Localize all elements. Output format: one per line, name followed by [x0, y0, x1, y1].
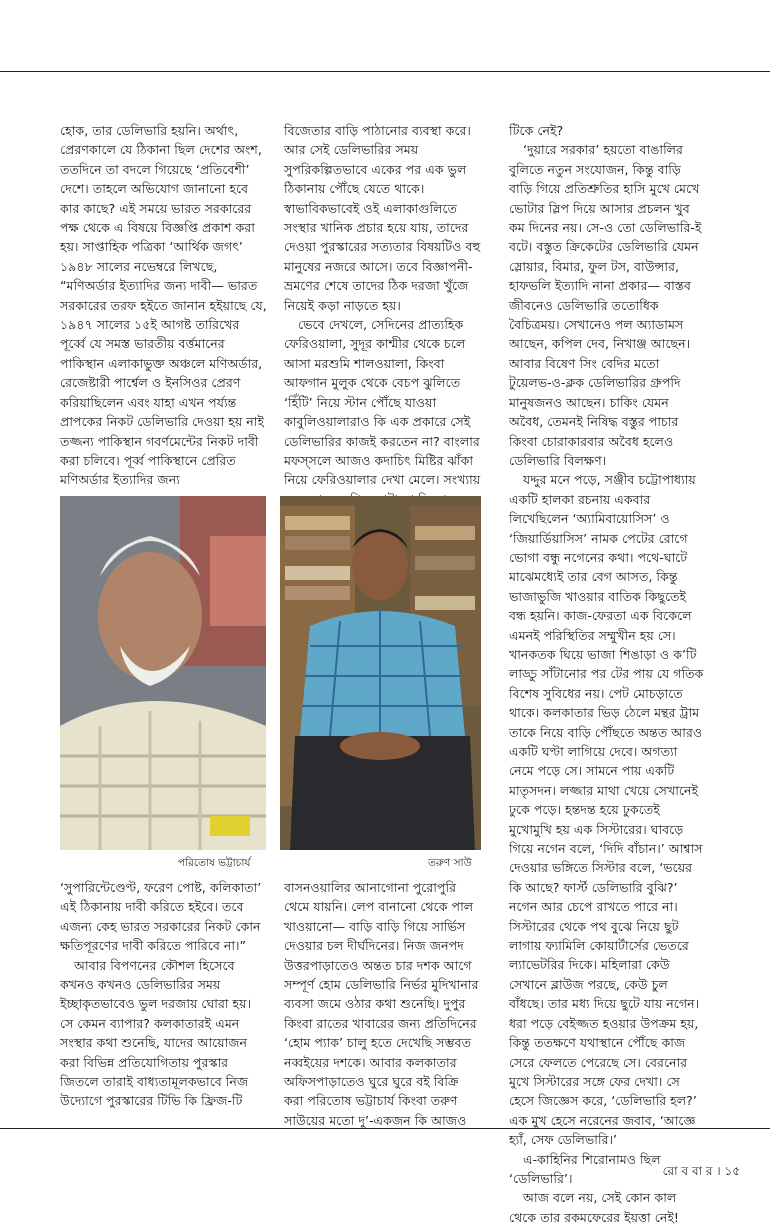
paragraph: বাসনওয়ালির আনাগোনা পুরোপুরি থেমে যায়নি। লেপ বানানো থেকে পাল খাওয়ানো— বাড়ি বাড়ি গিয়ে সার্ভিস দেওয়ার চল দীর্ঘদিনের। নিজ জনপদ উত্তরপাড়াতেও অন্তত চার দশক আগে সম্পূর্ণ হোম ডেলিভারি নির্ভর মুদিখানার ব্যবসা জমে ওঠার কথা শুনেছি। দুপুর কিংবা রাতের খাবারের জন্য প্রতিদিনের ‘হোম প্যাক’ চালু হতে দেখেছি সম্ভবত নব্বইয়ের দশকে। আবার কলকাতার অফিসপাড়াতেও ঘুরে ঘুরে বই বিক্রি করা পরিতোষ ভট্টাচার্য কিংবা তরুণ সাউয়ের মতো দু’-একজন কি আজও: [284, 880, 479, 1128]
paragraph: ভেবে দেখলে, সেদিনের প্রাত্যহিক ফেরিওয়ালা, সুদূর কাশ্মীর থেকে চলে আসা মরশুমি শালওয়ালা, কিংবা আফগান মুলুক থেকে বেচপ ঝুলিতে ‘হিঁটি’ নিয়ে স্টান পৌঁছে যাওয়া কাবুলিওয়ালারাও কি এক প্রকারে সেই ডেলিভারির কাজই করতেন না? বাংলার মফস্সলে আজও কদাচিৎ মিষ্টির ঝাঁকা নিয়ে ফেরিওয়ালার দেখা মেলে। সংখ্যায়: [284, 317, 481, 488]
paragraph: ‘দুয়ারে সরকার’ হয়তো বাঙালির বুলিতে নতুন সংযোজন, কিন্তু বাড়ি বাড়ি গিয়ে প্রতিশ্রুতির হাসি মুখে মেখে ভোটার স্লিপ দিয়ে আসার প্রচলন খুব কম দিনের নয়। সে-ও তো ডেলিভারি-ই বটে। বস্তুত ক্রিকেটের ডেলিভারি যেমন স্লোয়ার, বিমার, ফুল টস, বাউন্সার, হাফভলি ইত্যাদি নানা প্রকার— বাস্তব জীবনেও ডেলিভারি ততোধিক বৈচিত্রময়। সেখানেও পল অ্যাডামস আছেন, কপিল দেব, নিখাঞ্জ আছেন। আবার বিষেণ সিং বেদির মতো টুয়েলভ-ও-ক্লক ডেলিভারির গ্রুপদি মানুষজনও আছেন। চাকিং যেমন অবৈধ, তেমনই নিষিদ্ধ বস্তুর পাচার কিংবা চোরাকারবার অবৈধ হলেও ডেলিভারি বিলক্ষণ।: [509, 142, 702, 468]
paragraph: ‘সুপারিন্টেণ্ডেণ্ট, ফরেণ পোষ্ট, কলিকাতা’ এই ঠিকানায় দাবী করিতে হইবে। তবে এজন্য কেহ ভারত সরকারের নিকট কোন ক্ষতিপূরণের দাবী করিতে পারিবে না।”: [60, 880, 262, 954]
paragraph: এ-কাহিনির শিরোনামও ছিল ‘ডেলিভারি’।: [509, 1151, 661, 1186]
paragraph: আজ বলে নয়, সেই কোন কাল থেকে তার রকমফেরের ইয়ত্তা নেই!: [509, 1190, 679, 1225]
paragraph: বিজেতার বাড়ি পাঠানোর ব্যবস্থা করে। আর সেই ডেলিভারির সময় সুপরিকল্পিতভাবে একের পর এক ভুল ঠিকানায় পৌঁছে যেতে থাকে। স্বাভাবিকভাবেই ওই এলাকাগুলিতে সংস্থার খানিক প্রচার হয়ে যায়, তাদের দেওয়া পুরস্কারের সত্যতার বিষয়টিও বহু মানুষের নজরে আসে। তবে বিজ্ঞাপনী-ভ্রমণের শেষে তাদের ঠিক দরজা খুঁজে নিয়েই কড়া নাড়তে হয়।: [284, 123, 481, 313]
column-middle-bottom: [284, 878, 481, 1130]
portrait-illustration: [280, 496, 481, 850]
column-left-top: [60, 121, 267, 490]
photo-paritosh-bhattacharya: [60, 496, 266, 850]
paragraph: হোক, তার ডেলিভারি হয়নি। অর্থাৎ, প্রেরণকালে যে ঠিকানা ছিল দেশের অংশ, ততদিনে তা বদলে গিয়েছে ‘প্রতিবেশী’ দেশে। তাহলে অভিযোগ জানানো হবে কার কাছে? এই সময়ে ভারত সরকারের পক্ষ থেকে এ বিষয়ে বিজ্ঞপ্তি প্রকাশ করা হয়। সাপ্তাহিক পত্রিকা ‘আর্থিক জগৎ’ ১৯৪৮ সালের নভেম্বরে লিখছে, “মণিঅর্ডার ইত্যাদির জন্য দাবী— ভারত সরকারের তরফ হইতে জানান হইয়াছে যে, ১৯৪৭ সালের ১৫ই আগষ্ট তারিখের পূর্ব্বে যে সমস্ত ভারতীয় বর্ত্তমানের পাকিস্থান এলাকাভুক্ত অঞ্চলে মণিঅর্ডার, রেজেষ্টারী পার্শ্বেল ও ইনসিওর প্রেরণ করিয়াছিলেন এবং যাহা এখন পর্য্যন্ত প্রাপকের নিকট ডেলিভারি দেওয়া হয় নাই তজ্জন্য পাকিস্থান গবর্ণমেন্টের নিকট দাবী করা চলিবে। পূর্ব্ব পাকিস্থানে প্রেরিত মণিঅর্ডার ইত্যাদির জন্য: [60, 123, 267, 488]
photo-caption-right: তরুণ সাউ: [428, 857, 472, 869]
page-folio: রো ব বা র । ১৫: [662, 1164, 740, 1178]
paragraph: যদ্দুর মনে পড়ে, সঞ্জীব চট্টোপাধ্যায় একটি হালকা রচনায় একবার লিখেছিলেন ‘অ্যামিবায়োসিস’ ও ‘জিয়ার্ডিয়াসিস’ নামক পেটের রোগে ভোগা বন্ধু নগেনের কথা। পথে-ঘাটে মাঝেমধ্যেই তার বেগ আসত, কিন্তু ভাজাভুজি খাওয়ার বাতিক কিছুতেই বন্ধ হয়নি। কাজ-ফেরতা এক বিকেলে এমনই পরিস্থিতির সম্মুখীন হয় সে। খানকতক ঘিয়ে ভাজা শিঙাড়া ও ক’টি লাড্ডু সাঁটানোর পর টের পায় যে গতিক বিশেষ সুবিধের নয়। পেট মোচড়াতে থাকে। কলকাতার ভিড় ঠেলে মন্থর ট্রাম তাকে নিয়ে বাড়ি পৌঁছতে অন্তত আরও একটি ঘণ্টা লাগিয়ে দেবে। অগত্যা নেমে পড়ে সে। সামনে পায় একটি মাতৃসদন। লজ্জার মাথা খেয়ে সেখানেই ঢুকে পড়ে। হন্তদন্ত হয়ে ঢুকতেই মুখোমুখি হয় এক সিস্টারের। ঘাবড়ে গিয়ে নগেন বলে, ‘দিদি বাঁচান।’ আশ্বাস দেওয়ার ভঙ্গিতে সিস্টার বলে, ‘ভয়ের কি আছে? ফার্স্ট ডেলিভারি বুঝি?’ নগেন আর চেপে রাখতে পারে না। সিস্টারের থেকে পথ বুঝে নিয়ে ছুট লাগায় ফ্যামিলি কোয়ার্টার্সের ভেতরে ল্যাভেটরির দিকে। মহিলারা কেউ সেখানে ব্লাউজ পরছে, কেউ চুল বাঁধছে। তার মধ্য দিয়ে ছুটে যায় নগেন। ধরা পড়ে বেইজ্জত হওয়ার উপক্রম হয়, কিন্তু ততক্ষণে যথাস্থানে পৌঁছে কাজ সেরে ফেলতে পেরেছে সে। বেরনোর মুখে সিস্টারের সঙ্গে ফের দেখা। সে হেসে জিজ্ঞেস করে, ‘ডেলিভারি হল?’ এক মুখ হেসে নরেনের জবাব, ‘আজ্ঞে হ্যাঁ, সেফ ডেলিভারি।’: [509, 472, 704, 1148]
portrait-illustration: [60, 496, 266, 850]
photo-tarun-sau: [280, 496, 481, 850]
photo-caption-left: পরিতোষ ভট্টাচার্য: [178, 857, 251, 869]
column-left-bottom: [60, 878, 267, 1111]
paragraph: আবার বিপণনের কৌশল হিসেবে কখনও কখনও ডেলিভারির সময় ইচ্ছাকৃতভাবেও ভুল দরজায় ঘোরা হয়। সে কেমন ব্যাপার? কলকাতারই এমন সংস্থার কথা শুনেছি, যাদের আয়োজন করা বিভিন্ন প্রতিযোগিতায় পুরস্কার জিতলে তারাই বাধ্যতামূলকভাবে নিজ উদ্যোগে পুরস্কারের টিভি কি ফ্রিজ-টি: [60, 957, 252, 1109]
header-rule: [0, 71, 770, 72]
column-middle-top: [284, 121, 481, 509]
column-right: [509, 121, 705, 1227]
footer-rule: [0, 1128, 770, 1129]
paragraph: টিকে নেই?: [509, 123, 564, 138]
